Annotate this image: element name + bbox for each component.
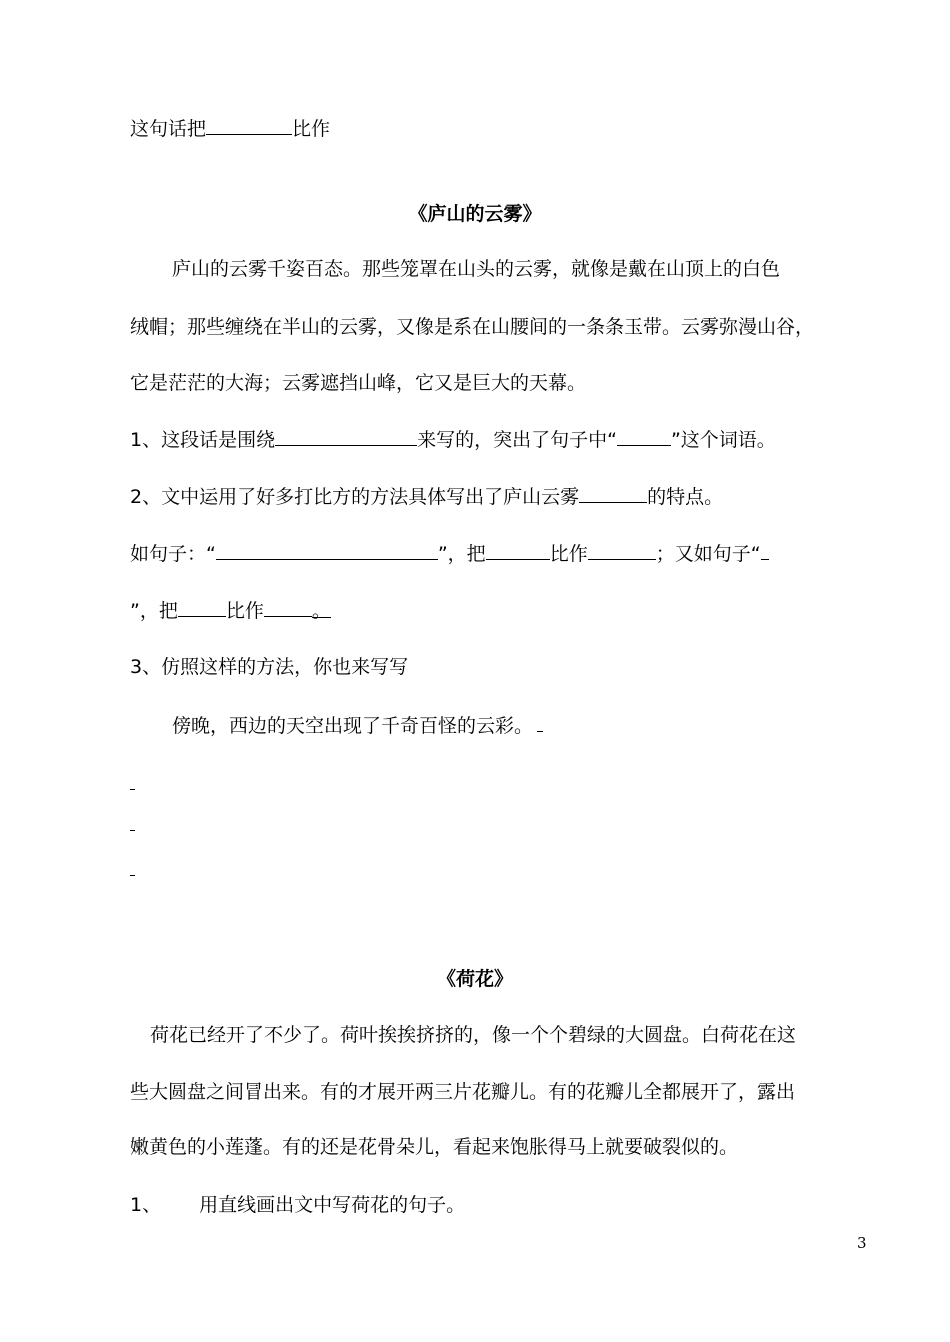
line-text: 这句话把 — [130, 118, 207, 140]
answer-blank[interactable] — [264, 596, 312, 617]
answer-blank[interactable] — [588, 539, 656, 560]
answer-blank[interactable] — [275, 425, 417, 446]
question-text: 比作 — [225, 600, 264, 622]
question-3: 3、仿照这样的方法，你也来写写 — [130, 656, 409, 678]
passage-line: 荷花已经开了不少了。荷叶挨挨挤挤的，像一个个碧绿的大圆盘。白荷花在这 — [150, 1024, 797, 1046]
answer-line[interactable] — [130, 789, 135, 790]
answer-blank[interactable] — [761, 539, 769, 560]
passage-line: 嫩黄色的小莲蓬。有的还是花骨朵儿，看起来饱胀得马上就要破裂似的。 — [130, 1136, 739, 1158]
answer-blank[interactable] — [486, 539, 550, 560]
question-text: 比作 — [549, 543, 588, 565]
question-text: ”这个词语。 — [670, 429, 776, 451]
answer-blank[interactable] — [206, 114, 292, 135]
question-1 — [130, 1191, 465, 1219]
page-number: 3 — [857, 1234, 867, 1252]
question-2-example — [130, 539, 769, 568]
question-text: 的特点。 — [647, 486, 724, 508]
answer-blank[interactable] — [178, 596, 226, 617]
question-text: 来写的，突出了句子中“ — [417, 429, 617, 451]
question-text: 用直线画出文中写荷花的句子。 — [199, 1194, 466, 1216]
question-3-prompt — [172, 711, 543, 740]
answer-line[interactable] — [130, 875, 135, 876]
line-text: 比作 — [292, 118, 331, 140]
answer-blank[interactable] — [617, 425, 671, 446]
answer-blank[interactable] — [579, 482, 647, 503]
question-text: 如句子：“ — [130, 543, 216, 565]
passage-line: 它是茫茫的大海；云雾遮挡山峰，它又是巨大的天幕。 — [130, 372, 587, 394]
passage-title: 《荷花》 — [436, 968, 513, 990]
answer-blank[interactable] — [216, 539, 438, 560]
fill-in-line — [130, 114, 330, 143]
prompt-text: 傍晚，西边的天空出现了千奇百怪的云彩。 — [172, 715, 534, 737]
question-text: 2、文中运用了好多打比方的方法具体写出了庐山云雾 — [130, 486, 580, 508]
answer-blank[interactable] — [537, 711, 543, 732]
passage-line: 些大圆盘之间冒出来。有的才展开两三片花瓣儿。有的花瓣儿全都展开了，露出 — [130, 1081, 796, 1103]
answer-line[interactable] — [130, 830, 135, 831]
question-text: 。 — [312, 597, 331, 618]
question-1 — [130, 425, 776, 454]
question-number: 1、 — [130, 1194, 162, 1216]
passage-line: 绒帽；那些缠绕在半山的云雾，又像是系在山腰间的一条条玉带。云雾弥漫山谷， — [130, 316, 815, 338]
passage-line: 庐山的云雾千姿百态。那些笼罩在山头的云雾，就像是戴在山顶上的白色 — [172, 258, 781, 280]
question-text: ；又如句子“ — [655, 543, 761, 565]
question-2-example-cont — [130, 596, 331, 625]
question-text: 1、这段话是围绕 — [130, 429, 276, 451]
question-text: ”，把 — [437, 543, 486, 565]
question-2 — [130, 482, 723, 511]
passage-title: 《庐山的云雾》 — [408, 203, 542, 225]
question-text: ”，把 — [130, 600, 178, 622]
